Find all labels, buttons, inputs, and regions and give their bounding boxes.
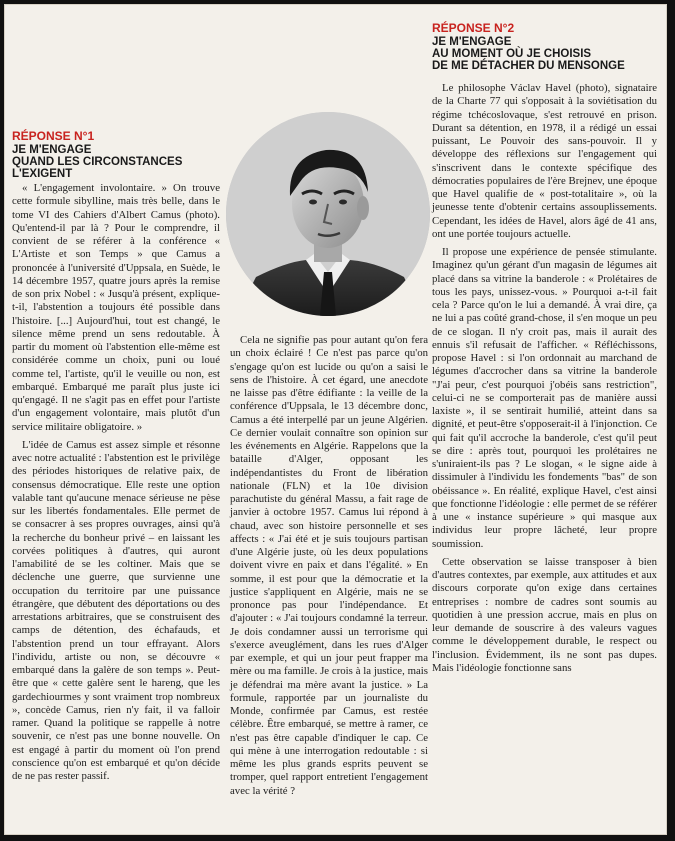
response2-headline-2: AU MOMENT OÙ JE CHOISIS	[432, 48, 592, 60]
response1-headline-2: QUAND LES CIRCONSTANCES	[12, 156, 183, 168]
response1-headline-3: L'EXIGENT	[12, 168, 73, 180]
response2-headline-1: JE M'ENGAGE	[432, 36, 512, 48]
response1-body	[12, 182, 220, 783]
response2-header	[432, 22, 657, 72]
response1-headline-1: JE M'ENGAGE	[12, 144, 92, 156]
response2-headline-3: DE ME DÉTACHER DU MENSONGE	[432, 60, 625, 72]
response2-body	[432, 82, 657, 675]
response2-paragraph-2: Il propose une expérience de pensée stimulante. Imaginez qu'un gérant d'un magasin de légumes ait placé dans sa vitrine la banderole : « Prolétaires de tous les pays, unissez-vous. » Pourquoi a-t-il fait cela ? Parce qu'on le lui a demandé. À vrai dire, ça ne lui a pas coûté grand-chose, il s'en moque un peu de ce slogan. Il n'y croit pas, mais il aurait des ennuis s'il refusait de l'afficher. « Réfléchissons, propose Havel : si l'on ordonnait au marchand de légumes d'accrocher dans sa vitrine la banderole "J'ai peur, c'est pourquoi j'obéis sans restriction", celui-ci ne se comporterait pas de manière aussi laxiste », il se sentirait humilié, atteint dans sa dignité, et peut-être s'opposerait-il à l'injonction. Ce qui fait qu'il accroche la banderole, c'est qu'il peut se dire : après tout, pourquoi les prolétaires ne s'uniraient-ils pas ? Le slogan, « le signe aide à dissimuler à l'individu les fondements "bas" de son obéissance ». En réalité, explique Havel, c'est ainsi que fonctionne l'idéologie : elle permet de se référer à une « instance supérieure » qui masque aux individus leur propre lâcheté, leur propre soumission.	[432, 246, 657, 550]
response2-paragraph-3: Cette observation se laisse transposer à bien d'autres contextes, par exemple, aux attitudes et aux discours corporate qu'on exige dans certaines entreprises : nombre de cadres sont soumis au quotidien à une pression accrue, mais en plus on leur demande de souscrire à des valeurs vagues comme le développement durable, le respect ou l'inclusion. Évidemment, ils ne sont pas dupes. Mais l'idéologie fonctionne sans	[432, 555, 657, 674]
magazine-page	[4, 4, 667, 835]
portrait-illustration	[226, 112, 430, 316]
response2-paragraph-1: Le philosophe Václav Havel (photo), signataire de la Charte 77 qui s'opposait à la soviétisation du régime tchécoslovaque, s'est retrouvé en prison. Durant sa détention, en 1978, il a rédigé un essai puissant, Le Pouvoir des sans-pouvoir. Il y développe des réflexions sur l'engagement qui s'inscrivent dans le contexte spécifique des démocraties populaires de l'ère Brejnev, une époque que Havel qualifie de « post-totalitaire », où la jeunesse tente d'obtenir certains assouplissements. Cependant, les idées de Havel, alors âgé de 41 ans, ont une portée toujours actuelle.	[432, 82, 657, 240]
response1-paragraph-1: « L'engagement involontaire. » On trouve cette formule sibylline, mais très belle, dans le tome VI des Cahiers d'Albert Camus (photo). Qu'entend-il par là ? Pour le comprendre, il convient de se référer à la conférence « L'Artiste et son Temps » que Camus a prononcée à l'université d'Uppsala, en Suède, le 14 décembre 1957, quatre jours après la remise de son prix Nobel : « Jusqu'à présent, explique-t-il, l'abstention a toujours été possible dans l'histoire. [...] Aujourd'hui, tout est changé, le silence même prend un sens redoutable. À partir du moment où l'abstention elle-même est considérée comme un choix, puni ou loué comme tel, l'artiste, qu'il le veuille ou non, est embarqué. Embarqué me paraît plus juste ici qu'engagé. Il ne s'agit pas en effet pour l'artiste d'un engagement volontaire, mais plutôt d'un service militaire obligatoire. »	[12, 182, 220, 433]
response1-paragraph-2: L'idée de Camus est assez simple et résonne avec notre actualité : l'abstention est le privilège des périodes historiques de relative paix, de consensus démocratique. Elle reste une option valable tant qu'aucune menace sérieuse ne pèse sur les libertés fondamentales. Elle permet de se consacrer à ses propres ouvrages, ainsi qu'à la recherche du bonheur privé – en laissant les corvées politiques à d'autres, qui auront l'amabilité de se les coltiner. Mais que se déclenche une guerre, que survienne une occupation du territoire par une puissance étrangère, que débutent des déportations ou des arrestations arbitraires, que se construisent des camps de détention, des échafauds, et l'abstention prend un tour effrayant. Alors l'individu, artiste ou non, se découvre « embarqué dans la galère de son temps ». Peut-être que « cette galère sent le hareng, que les gardechiourmes y sont vraiment trop nombreux », concède Camus, rien n'y fait, il va falloir ramer. Quand la politique se rappelle à notre souvenir, ce n'est pas une bonne nouvelle. On est engagé à partir du moment où l'on prend conscience qu'on est embarqué et qu'on décide de ne pas rester passif.	[12, 438, 220, 782]
middle-body	[230, 334, 428, 798]
middle-paragraph-1: Cela ne signifie pas pour autant qu'on fera un choix éclairé ! Ce n'est pas parce qu'on s'engage qu'on est lucide ou qu'on a saisi le sens de l'histoire. À cet égard, une anecdote ne laisse pas d'être édifiante : la veille de la conférence d'Uppsala, le 13 décembre donc, Camus a été interpellé par un jeune Algérien. Ce dernier voulait connaître son opinion sur les événements en Algérie. Rappelons que la bataille d'Alger, opposant les indépendantistes du Front de libération nationale (FLN) et la 10e division parachutiste du général Massu, a fait rage de janvier à octobre 1957. Camus lui répond à chaud, avec son histoire personnelle et ses affects : « J'ai été et je suis toujours partisan d'une Algérie juste, où les deux populations doivent vivre en paix et dans l'égalité. » En somme, il est pour que la démocratie et la justice s'appliquent en Algérie, mais ne se prononce pas pour l'indépendance. Et d'ajouter : « J'ai toujours condamné la terreur. Je dois condamner aussi un terrorisme qui s'exerce aveuglément, dans les rues d'Alger par exemple, et qui un jour peut frapper ma mère ou ma famille. Je crois à la justice, mais je défendrai ma mère avant la justice. » La formule, rapportée par un journaliste du Monde, confirmée par Camus, est restée célèbre. Être embarqué, se mettre à ramer, ce n'est pas être capable d'indiquer le cap. Ce qui mène à une interrogation redoutable : si même les plus grands esprits peuvent se tromper, quel rapport entretient l'engagement avec la vérité ?	[230, 334, 428, 797]
response2-label: RÉPONSE N°2	[432, 21, 515, 35]
response1-header	[12, 130, 220, 180]
response1-label: RÉPONSE N°1	[12, 129, 95, 143]
camus-portrait-photo	[226, 112, 430, 316]
